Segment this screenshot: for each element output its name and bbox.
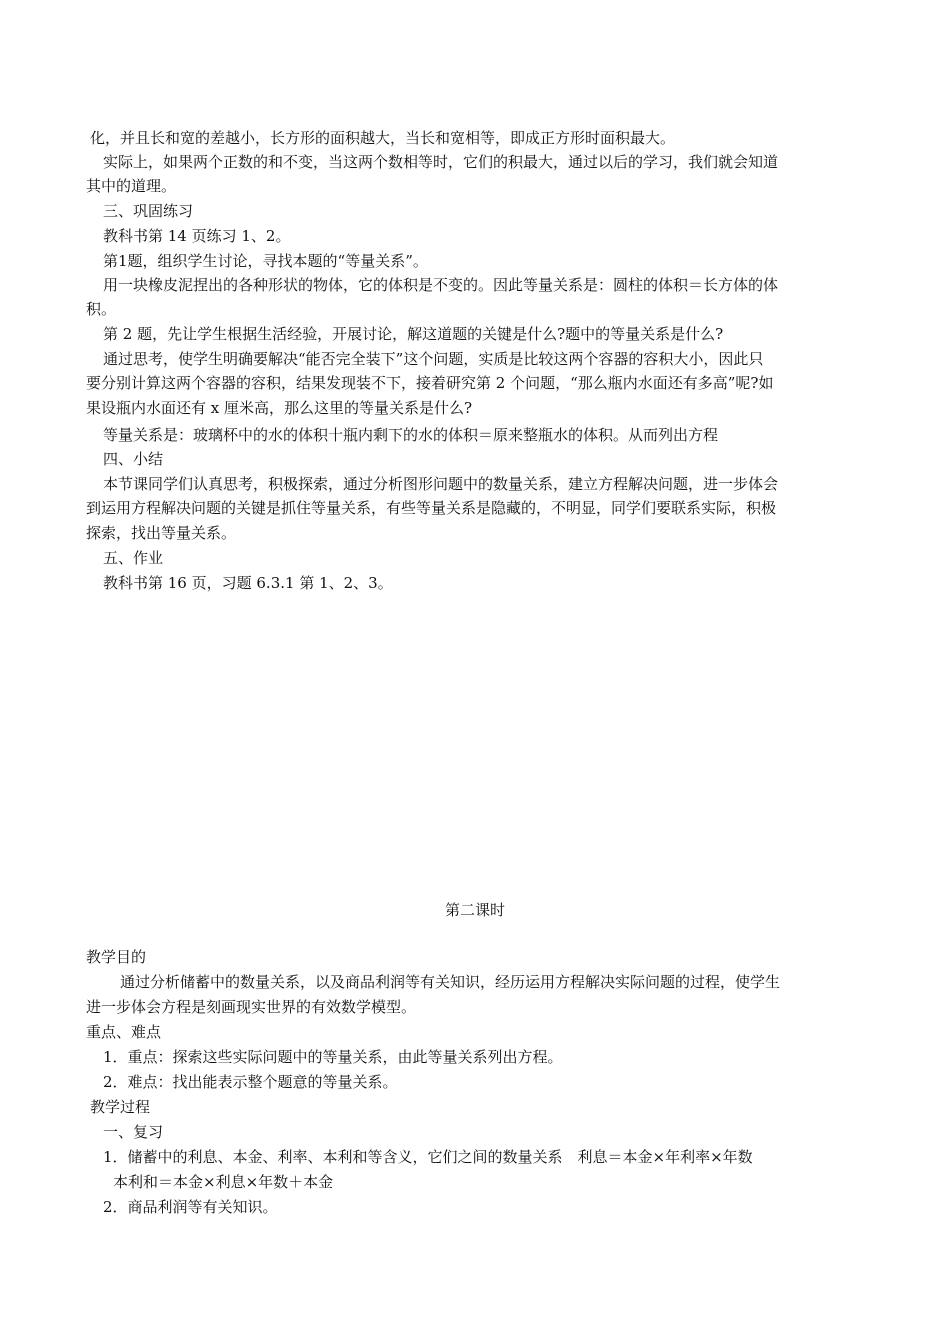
section-heading: 一、复习	[103, 1123, 164, 1141]
paragraph-line: 通过思考，使学生明确要解决“能否完全装下”这个问题，实质是比较这两个容器的容积大小，因此只	[103, 350, 764, 368]
section-heading: 教学过程	[90, 1098, 151, 1116]
section-heading: 三、巩固练习	[103, 202, 194, 220]
list-item: 1．储蓄中的利息、本金、利率、本利和等含义，它们之间的数量关系 利息＝本金×年利率×年数	[103, 1148, 753, 1166]
list-item: 2．商品利润等有关知识。	[103, 1198, 278, 1216]
lesson-title: 第二课时	[444, 901, 505, 919]
paragraph-line: 其中的道理。	[86, 177, 177, 195]
paragraph-line: 进一步体会方程是刻画现实世界的有效数学模型。	[86, 998, 417, 1016]
paragraph-line: 探索，找出等量关系。	[86, 524, 237, 542]
list-item: 1．重点：探索这些实际问题中的等量关系，由此等量关系列出方程。	[103, 1048, 563, 1066]
paragraph-line: 教科书第 16 页，习题 6.3.1 第 1、2、3。	[103, 574, 393, 592]
paragraph-line: 等量关系是：玻璃杯中的水的体积十瓶内剩下的水的体积＝原来整瓶水的体积。从而列出方程	[103, 426, 719, 444]
formula-line: 本利和＝本金×利息×年数＋本金	[113, 1173, 334, 1191]
paragraph-line: 实际上，如果两个正数的和不变，当这两个数相等时，它们的积最大，通过以后的学习，我们就会知道	[103, 153, 779, 171]
section-heading: 四、小结	[103, 450, 164, 468]
section-heading: 重点、难点	[86, 1023, 162, 1041]
paragraph-line: 通过分析储蓄中的数量关系，以及商品利润等有关知识，经历运用方程解决实际问题的过程，使学生	[120, 973, 781, 991]
section-heading: 五、作业	[103, 549, 164, 567]
section-heading: 教学目的	[86, 948, 147, 966]
paragraph-line: 化，并且长和宽的差越小，长方形的面积越大，当长和宽相等，即成正方形时面积最大。	[90, 129, 676, 147]
paragraph-line: 要分别计算这两个容器的容积，结果发现装不下，接着研究第 2 个问题，“那么瓶内水面还有多高”呢?如	[86, 374, 774, 392]
paragraph-line: 用一块橡皮泥捏出的各种形状的物体，它的体积是不变的。因此等量关系是：圆柱的体积＝长方体的体	[103, 276, 779, 294]
paragraph-line: 积。	[86, 300, 117, 318]
list-item: 2．难点：找出能表示整个题意的等量关系。	[103, 1073, 398, 1091]
paragraph-line: 本节课同学们认真思考，积极探索，通过分析图形问题中的数量关系，建立方程解决问题，进一步体会	[103, 475, 779, 493]
paragraph-line: 第1题，组织学生讨论，寻找本题的“等量关系”。	[103, 252, 428, 270]
paragraph-line: 第 2 题，先让学生根据生活经验，开展讨论，解这道题的关键是什么?题中的等量关系是什么?	[103, 325, 724, 343]
paragraph-line: 果设瓶内水面还有 x 厘米高，那么这里的等量关系是什么?	[86, 399, 473, 417]
paragraph-line: 教科书第 14 页练习 1、2。	[103, 227, 291, 245]
paragraph-line: 到运用方程解决问题的关键是抓住等量关系，有些等量关系是隐藏的，不明显，同学们要联系实际，积极	[86, 499, 777, 517]
